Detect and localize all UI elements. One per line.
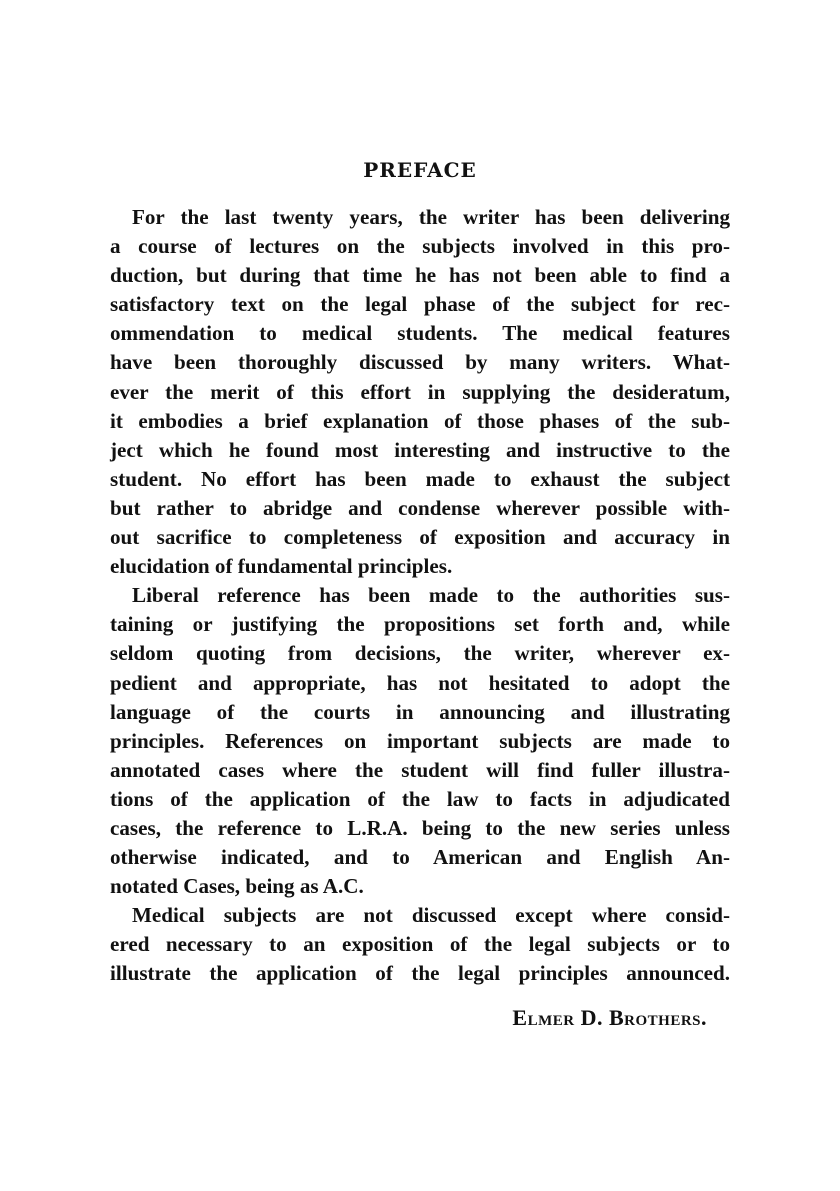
paragraph-1-line: have been thoroughly discussed by many writers. What- — [110, 350, 730, 375]
paragraph-2-line: principles. References on important subjects are made to — [110, 728, 730, 753]
paragraph-2-line: Liberal reference has been made to the authorities sus- — [132, 583, 730, 608]
paragraph-1-line: student. No effort has been made to exhaust the subject — [110, 466, 730, 491]
paragraph-2-line: otherwise indicated, and to American and English An- — [110, 845, 730, 870]
paragraph-1-line: but rather to abridge and condense wherever possible with- — [110, 495, 730, 520]
paragraph-2-line: annotated cases where the student will find fuller illustra- — [110, 757, 730, 782]
paragraph-3-line: Medical subjects are not discussed except where consid- — [132, 903, 730, 928]
paragraph-3-line: illustrate the application of the legal principles announced. — [110, 961, 730, 986]
paragraph-2-line: seldom quoting from decisions, the writer, wherever ex- — [110, 641, 730, 666]
paragraph-2-line: language of the courts in announcing and illustrating — [110, 699, 730, 724]
author-signature: Elmer D. Brothers. — [512, 1005, 707, 1030]
paragraph-3-line: ered necessary to an exposition of the legal subjects or to — [110, 932, 730, 957]
paragraph-1-line: it embodies a brief explanation of those phases of the sub- — [110, 408, 730, 433]
paragraph-2-line: tions of the application of the law to facts in adjudicated — [110, 786, 730, 811]
paragraph-2-line: pedient and appropriate, has not hesitated to adopt the — [110, 670, 730, 695]
paragraph-1-line: a course of lectures on the subjects involved in this pro- — [110, 234, 730, 259]
paragraph-1-line: satisfactory text on the legal phase of the subject for rec- — [110, 292, 730, 317]
paragraph-1-line: ommendation to medical students. The medical features — [110, 321, 730, 346]
paragraph-1-line: duction, but during that time he has not been able to find a — [110, 263, 730, 288]
paragraph-1-line: ever the merit of this effort in supplying the desideratum, — [110, 379, 730, 404]
paragraph-2-line: taining or justifying the propositions set forth and, while — [110, 612, 730, 637]
paragraph-2-line: cases, the reference to L.R.A. being to the new series unless — [110, 815, 730, 840]
paragraph-1-line: out sacrifice to completeness of exposition and accuracy in — [110, 525, 730, 550]
paragraph-1-line: ject which he found most interesting and instructive to the — [110, 437, 730, 462]
preface-body — [110, 203, 730, 989]
paragraph-1-line: For the last twenty years, the writer has been delivering — [132, 205, 730, 229]
paragraph-1-line: elucidation of fundamental principles. — [110, 554, 453, 579]
paragraph-2-line: notated Cases, being as A.C. — [110, 874, 364, 899]
page-title: PREFACE — [363, 158, 477, 182]
